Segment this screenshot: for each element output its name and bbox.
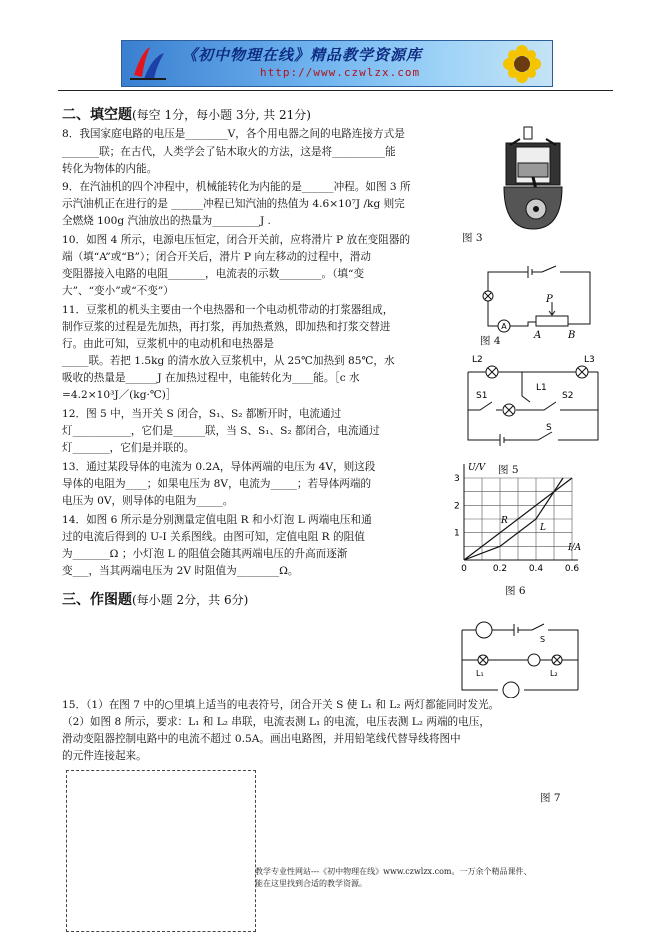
q12-line-1: 12．图 5 中，当开关 S 闭合，S₁、S₂ 都断开时，电流通过 bbox=[62, 408, 342, 420]
fig6-y-tick-label: 2 bbox=[454, 501, 460, 512]
footer-line-2: 能在这里找到合适的教学资源。 bbox=[255, 879, 367, 888]
fig5-caption: 图 5 bbox=[498, 464, 519, 476]
fig6-y-tick-label: 1 bbox=[454, 528, 460, 539]
fig4-circuit-diagram bbox=[480, 262, 600, 340]
q15-line-1: 15．（1）在图 7 中的○里填上适当的电表符号，闭合开关 S 使 L₁ 和 L₂ 两灯都能同时发光。 bbox=[62, 699, 500, 711]
fig4-label-a: A bbox=[534, 330, 542, 340]
q9-line-1: 9．在汽油机的四个冲程中，机械能转化为内能的是______冲程。如图 3 所 bbox=[62, 181, 411, 193]
footer-line-1: 教学专业性网站---《初中物理在线》www.czwlzx.com。一万余个精品课件、 bbox=[255, 867, 532, 876]
section2-heading: 二、填空题(每空 1分，每小题 3分, 共 21分) bbox=[62, 107, 311, 123]
q9-line-2: 示汽油机正在进行的是 ______冲程已知汽油的热值为 4.6×10⁷J /kg 则完 bbox=[62, 198, 405, 210]
drawing-answer-box[interactable] bbox=[66, 770, 256, 932]
fig4-ammeter-label: A bbox=[501, 322, 507, 331]
section3-heading: 三、作图题(每小题 2分，共 6分) bbox=[62, 592, 249, 608]
fig5-circuit-diagram bbox=[466, 350, 606, 446]
fig5-label-l1: L1 bbox=[536, 383, 547, 393]
fig6-caption: 图 6 bbox=[505, 585, 526, 597]
q15-line-3: 滑动变阻器控制电路中的电流不超过 0.5A。画出电路图，并用铅笔线代替导线将图中 bbox=[62, 733, 461, 745]
q15-line-2: （2）如图 8 所示，要求：L₁ 和 L₂ 串联，电流表测 L₁ 的电流，电压表测 L₂ 两端的电压， bbox=[62, 716, 490, 728]
header-rule bbox=[58, 90, 613, 91]
q10-line-2: 端（填“A”或“B”）；闭合开关后，滑片 P 向左移动的过程中，滑动 bbox=[62, 251, 371, 263]
fig7-circuit-diagram bbox=[458, 620, 586, 698]
fig6-series-label-R: R bbox=[501, 516, 508, 527]
fig7-meter-slot-top bbox=[476, 622, 492, 638]
fig5-label-l2: L2 bbox=[472, 355, 483, 365]
fig7-caption: 图 7 bbox=[540, 792, 561, 804]
fig7-label-l2: L₂ bbox=[550, 669, 558, 678]
fig6-ylabel: U/V bbox=[468, 463, 486, 473]
fig6-y-tick-label: 3 bbox=[454, 474, 460, 484]
fig4-caption: 图 4 bbox=[480, 335, 501, 347]
q13-line-3: 电压为 0V，则导体的电阻为_____。 bbox=[62, 495, 234, 507]
fig3-caption: 图 3 bbox=[462, 232, 483, 244]
sunflower-icon bbox=[498, 43, 546, 85]
fig5-label-l3: L3 bbox=[584, 355, 595, 365]
q10-line-3: 变阻器接入电路的电阻_______，电流表的示数________。（填“变 bbox=[62, 268, 365, 280]
q14-line-2: 过的电流后得到的 U-I 关系图线。由图可知，定值电阻 R 的阻值 bbox=[62, 531, 365, 543]
q8-line-3: 转化为物体的内能。 bbox=[62, 163, 158, 175]
header-banner bbox=[121, 40, 553, 87]
q11-line-4: _____联。若把 1.5kg 的清水放入豆浆机中，从 25℃加热到 85℃，水 bbox=[62, 355, 395, 367]
q13-line-1: 13．通过某段导体的电流为 0.2A，导体两端的电压为 4V，则这段 bbox=[62, 461, 376, 473]
q10-line-4: 大”、“变小”或“不变”） bbox=[62, 285, 174, 297]
fig4-label-b: B bbox=[568, 330, 576, 340]
q10-line-1: 10．如图 4 所示，电源电压恒定，闭合开关前，应将滑片 P 放在变阻器的 bbox=[62, 234, 411, 246]
fig5-label-s2: S2 bbox=[562, 391, 574, 401]
q8-line-2: _______联；在古代，人类学会了钻木取火的方法，这是将__________能 bbox=[62, 146, 396, 158]
fig3-engine-diagram bbox=[500, 125, 566, 233]
fig7-meter-slot-bottom bbox=[503, 682, 519, 698]
q11-line-3: 行。由此可知，豆浆机中的电动机和电热器是 bbox=[62, 338, 274, 350]
fig6-x-tick-label: 0.2 bbox=[492, 564, 508, 574]
fig6-xlabel: I/A bbox=[568, 543, 582, 553]
q14-line-3: 为_______Ω ；小灯泡 L 的阻值会随其两端电压的升高而逐渐 bbox=[62, 548, 348, 560]
q12-line-2: 灯___________，它们是______联，当 S、S₁、S₂ 都闭合，电流通过 bbox=[62, 425, 380, 437]
q11-line-6: =4.2×10³J／(kg·℃)］ bbox=[62, 389, 177, 401]
q9-line-3: 全燃烧 100g 汽油放出的热量为_________J . bbox=[62, 215, 271, 227]
fig4-label-p: P bbox=[546, 294, 553, 305]
fig6-ui-chart bbox=[450, 458, 590, 576]
q13-line-2: 导体的电阻为____；如果电压为 8V，电流为_____；若导体两端的 bbox=[62, 478, 372, 490]
fig7-label-s: S bbox=[540, 635, 546, 644]
q11-line-2: 制作豆浆的过程是先加热，再打浆，再加热煮熟，即加热和打浆交替进 bbox=[62, 321, 391, 333]
fig7-meter-slot-middle bbox=[528, 654, 540, 666]
fig6-x-tick-label: 0.4 bbox=[528, 564, 544, 574]
q15-line-4: 的元件连接起来。 bbox=[62, 750, 147, 762]
logo-icon bbox=[128, 45, 168, 83]
q14-line-4: 变___，当其两端电压为 2V 时阻值为________Ω。 bbox=[62, 565, 299, 577]
q11-line-1: 11．豆浆机的机头主要由一个电热器和一个电动机带动的打浆器组成， bbox=[62, 304, 394, 316]
q11-line-5: 吸收的热量是______J 在加热过程中，电能转化为____能。［c 水 bbox=[62, 372, 360, 384]
fig6-x-tick-label: 0 bbox=[461, 564, 467, 574]
banner-url[interactable]: http://www.czwlzx.com bbox=[260, 66, 421, 79]
fig6-x-tick-label: 0.6 bbox=[564, 564, 580, 574]
fig5-label-s: S bbox=[546, 423, 552, 433]
fig5-label-s1: S1 bbox=[476, 391, 488, 401]
q12-line-3: 灯_______，它们是并联的。 bbox=[62, 442, 195, 454]
fig6-series-label-L: L bbox=[540, 522, 546, 533]
q8-line-1: 8．我国家庭电路的电压是________V，各个用电器之间的电路连接方式是 bbox=[62, 128, 405, 140]
q14-line-1: 14．如图 6 所示是分别测量定值电阻 R 和小灯泡 L 两端电压和通 bbox=[62, 514, 372, 526]
banner-title: 《初中物理在线》精品教学资源库 bbox=[182, 46, 423, 64]
fig7-label-l1: L₁ bbox=[476, 669, 484, 678]
